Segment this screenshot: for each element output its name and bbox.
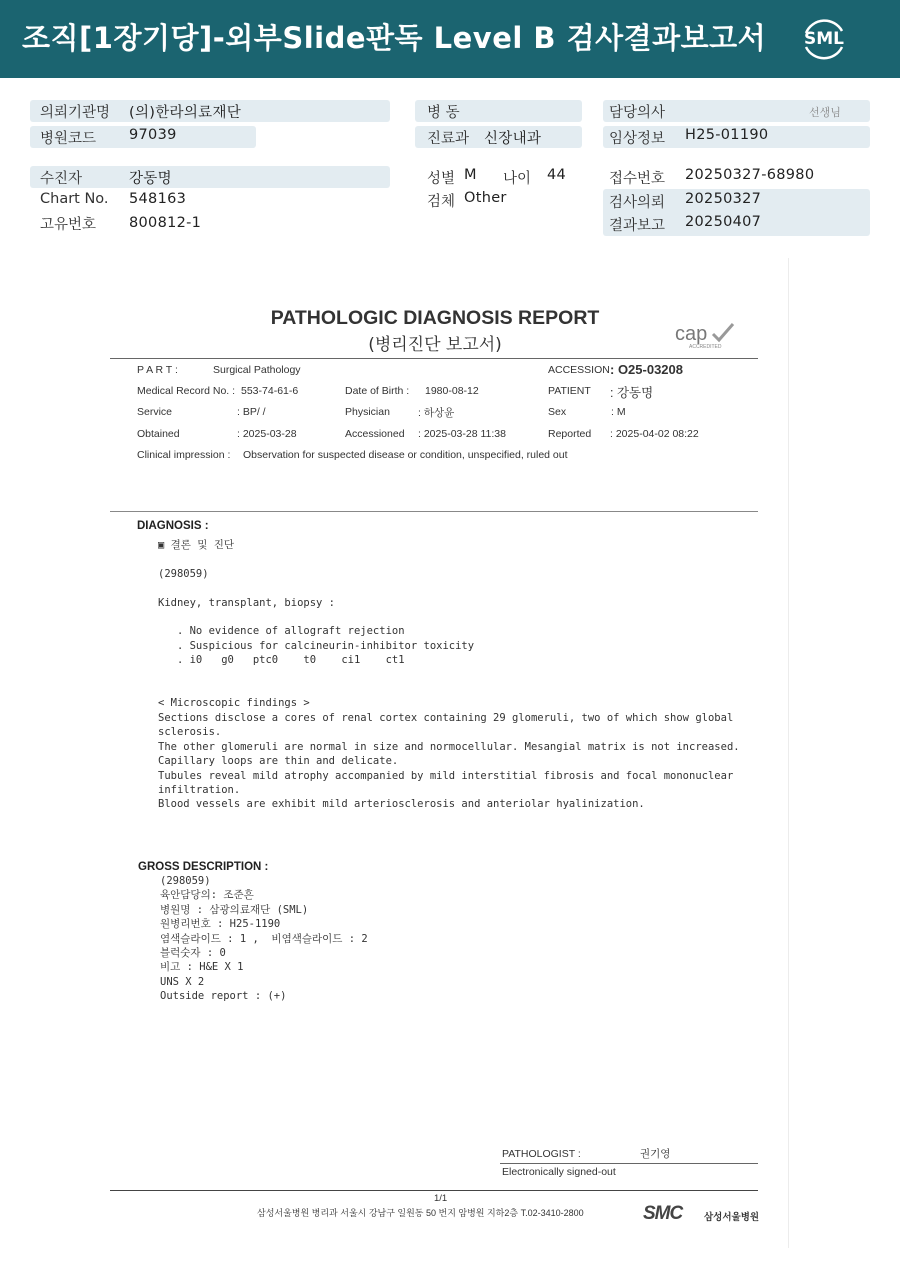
result-label: 결과보고 xyxy=(609,218,666,234)
page-number: 1/1 xyxy=(434,1193,448,1204)
signed-out-text: Electronically signed-out xyxy=(502,1166,616,1178)
cap-text: cap xyxy=(675,323,708,345)
unique-id-label: 고유번호 xyxy=(40,217,97,233)
part-label: P A R T : xyxy=(137,364,178,376)
footer-address: 삼성서울병원 병리과 서울시 강남구 일원동 50 번지 암병원 지하2층 T.02-3410-2800 xyxy=(257,1208,584,1218)
hospital-code-label: 병원코드 xyxy=(40,131,97,147)
obtained-label: Obtained xyxy=(137,428,180,440)
chart-value: 548163 xyxy=(129,191,187,207)
diagnosis-heading: DIAGNOSIS : xyxy=(137,520,209,532)
pathologist-name: 권기영 xyxy=(640,1148,671,1160)
footer-rule xyxy=(110,1190,758,1191)
age-value: 44 xyxy=(547,167,567,183)
dob-value: 1980-08-12 xyxy=(425,385,479,397)
pathologist-label: PATHOLOGIST : xyxy=(502,1148,581,1160)
accession-label: ACCESSION xyxy=(548,364,610,376)
header-rule xyxy=(110,358,758,359)
institution-label: 의뢰기관명 xyxy=(40,105,111,121)
age-label: 나이 xyxy=(503,171,532,187)
sex-label: 성별 xyxy=(427,171,456,187)
institution-value: (의)한라의료재단 xyxy=(129,105,242,121)
part-value: Surgical Pathology xyxy=(213,364,301,376)
mrn-label: Medical Record No. : xyxy=(137,385,236,397)
department-value: 신장내과 xyxy=(484,131,542,147)
cap-accredited-logo xyxy=(675,320,745,350)
specimen-value: Other xyxy=(464,190,507,206)
diagnosis-text: ▣ 결론 및 진단 (298059) Kidney, transplant, biopsy : . No evidence of allograft rejection . Suspicious for calcineurin-inhibitor toxicity . i0 g0 ptc0 t0 ci1 ct1 < Microscopic findings > Sections disclose a cores of renal cortex containing 29 glomeruli, two of which show global sclerosis. The other glomeruli are normal in size and normocellular. Mesangial matrix is not increased. Capillary loops are thin and delicate. Tubules reveal mild atrophy accompanied by mild interstitial fibrosis and focal mononuclear infiltration. Blood vessels are exhibit mild arteriosclerosis and anteriolar hyalinization. xyxy=(158,539,740,811)
patient-label: 수진자 xyxy=(40,171,83,187)
clinical-impression-label: Clinical impression : xyxy=(137,449,231,461)
clinical-info-value: H25-01190 xyxy=(685,127,769,143)
physician-value: : 하상윤 xyxy=(418,407,455,419)
department-label: 진료과 xyxy=(427,131,470,147)
request-label: 검사의뢰 xyxy=(609,195,666,211)
result-value: 20250407 xyxy=(685,214,762,230)
doctor-label: 담당의사 xyxy=(609,105,666,121)
pill-patient xyxy=(30,166,390,188)
sex-value: M xyxy=(464,167,477,183)
service-value: : BP/ / xyxy=(237,406,266,418)
service-label: Service xyxy=(137,406,173,418)
report-subheading: (병리진단 보고서) xyxy=(368,335,502,355)
ward-label: 병 동 xyxy=(427,105,460,121)
report-heading: PATHOLOGIC DIAGNOSIS REPORT xyxy=(270,307,600,329)
reported-value: : 2025-04-02 08:22 xyxy=(610,428,699,440)
patient-label: PATIENT xyxy=(548,385,591,397)
sex-label-report: Sex xyxy=(548,406,567,418)
hospital-code-value: 97039 xyxy=(129,127,177,143)
clinical-impression-value: Observation for suspected disease or condition, unspecified, ruled out xyxy=(243,449,568,461)
accessioned-value: : 2025-03-28 11:38 xyxy=(418,428,506,440)
chart-label: Chart No. xyxy=(40,191,109,207)
report-title: 조직[1장기당]-외부Slide판독 Level B 검사결과보고서 xyxy=(22,21,767,55)
diagnosis-rule xyxy=(110,511,758,512)
sml-logo xyxy=(798,13,850,65)
patient-value: : 강동명 xyxy=(610,386,654,400)
receipt-label: 접수번호 xyxy=(609,171,666,187)
scan-edge xyxy=(788,258,789,1248)
cap-sub: ACCREDITED xyxy=(689,344,722,350)
signature-rule xyxy=(500,1163,758,1164)
dob-label: Date of Birth : xyxy=(345,385,410,397)
specimen-label: 검체 xyxy=(427,194,456,210)
mrn-value: 553-74-61-6 xyxy=(241,385,299,397)
accession-value: : O25-03208 xyxy=(610,362,683,377)
receipt-value: 20250327-68980 xyxy=(685,167,815,183)
footer-hospital-name: 삼성서울병원 xyxy=(704,1212,760,1223)
clinical-info-label: 임상정보 xyxy=(609,131,666,147)
reported-label: Reported xyxy=(548,428,592,440)
sex-value-report: : M xyxy=(611,406,626,418)
gross-text: (298059) 육안담당의: 조준흔 병원명 : 삼광의료재단 (SML) 원병리번호 : H25-1190 염색슬라이드 : 1 , 비염색슬라이드 : 2 블럭숫자 : 0 비고 : H&E X 1 UNS X 2 Outside report : (+) xyxy=(160,875,368,1003)
patient-value: 강동명 xyxy=(129,171,172,187)
sml-logo-text: SML xyxy=(804,29,844,49)
header-banner xyxy=(0,0,900,78)
smc-logo: SMC xyxy=(643,1203,683,1224)
request-value: 20250327 xyxy=(685,191,762,207)
unique-id-value: 800812-1 xyxy=(129,215,202,231)
doctor-suffix: 선생님 xyxy=(809,106,841,119)
gross-heading: GROSS DESCRIPTION : xyxy=(138,861,269,873)
physician-label: Physician xyxy=(345,406,390,418)
obtained-value: : 2025-03-28 xyxy=(237,428,297,440)
accessioned-label: Accessioned xyxy=(345,428,405,440)
